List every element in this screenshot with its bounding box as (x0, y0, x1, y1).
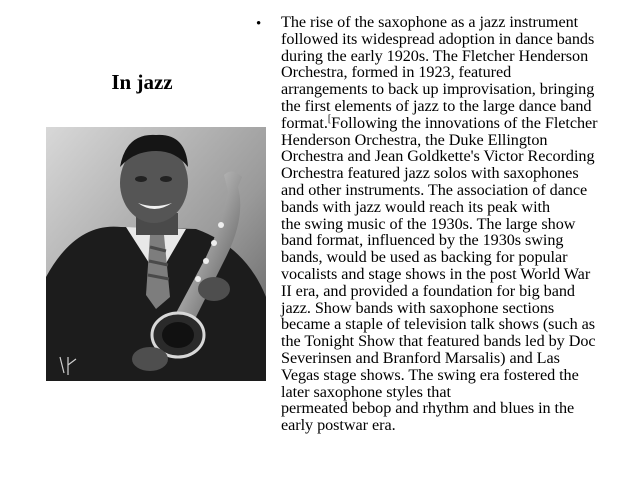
text-line: later saxophone styles that (281, 382, 451, 401)
text-line-with-citation (281, 115, 633, 132)
text-line: jazz. Show bands with saxophone sections (281, 298, 555, 317)
text-line: permeated bebop and rhythm and blues in the (281, 399, 575, 418)
text-line: Orchestra and Jean Goldkette's Victor Recording (281, 147, 595, 166)
text-line: arrangements to back up improvisation, bringing (281, 80, 595, 99)
text-line: vocalists and stage shows in the post World War (281, 264, 591, 283)
text-line: and other instruments. The association of dance (281, 180, 588, 199)
text-line: the Tonight Show that featured bands led by Doc (281, 332, 596, 351)
text-line: became a staple of television talk shows (such as (281, 315, 596, 334)
text-line: Henderson Orchestra, the Duke Ellington (281, 130, 548, 149)
citation-mark: [ (327, 113, 332, 125)
text-line: band format, influenced by the 1930s swing (281, 231, 564, 250)
text-line: II era, and provided a foundation for big band (281, 281, 575, 300)
body-paragraph (281, 14, 633, 434)
text-line: bands with jazz would reach its peak with (281, 197, 551, 216)
text-line: The rise of the saxophone as a jazz instrument (281, 13, 579, 31)
text-line: Orchestra, formed in 1923, featured (281, 63, 512, 82)
text-line: Vegas stage shows. The swing era fostered the (281, 365, 579, 384)
saxophonist-photo (46, 127, 266, 381)
text-line: the swing music of the 1930s. The large show (281, 214, 576, 233)
slide-title: In jazz (111, 70, 173, 94)
text-segment: format. (281, 113, 328, 132)
text-segment: Following the innovations of the Fletcher (331, 113, 598, 132)
text-line: bands, would be used as backing for popular (281, 248, 568, 267)
text-line: during the early 1920s. The Fletcher Henderson (281, 46, 589, 65)
text-line: early postwar era. (281, 416, 396, 435)
text-line: Severinsen and Branford Marsalis) and Las (281, 348, 560, 367)
text-line: followed its widespread adoption in dance bands (281, 29, 595, 48)
text-line: Orchestra featured jazz solos with saxophones (281, 164, 579, 183)
text-line: the first elements of jazz to the large dance band (281, 96, 592, 115)
bullet-symbol: • (256, 16, 262, 32)
